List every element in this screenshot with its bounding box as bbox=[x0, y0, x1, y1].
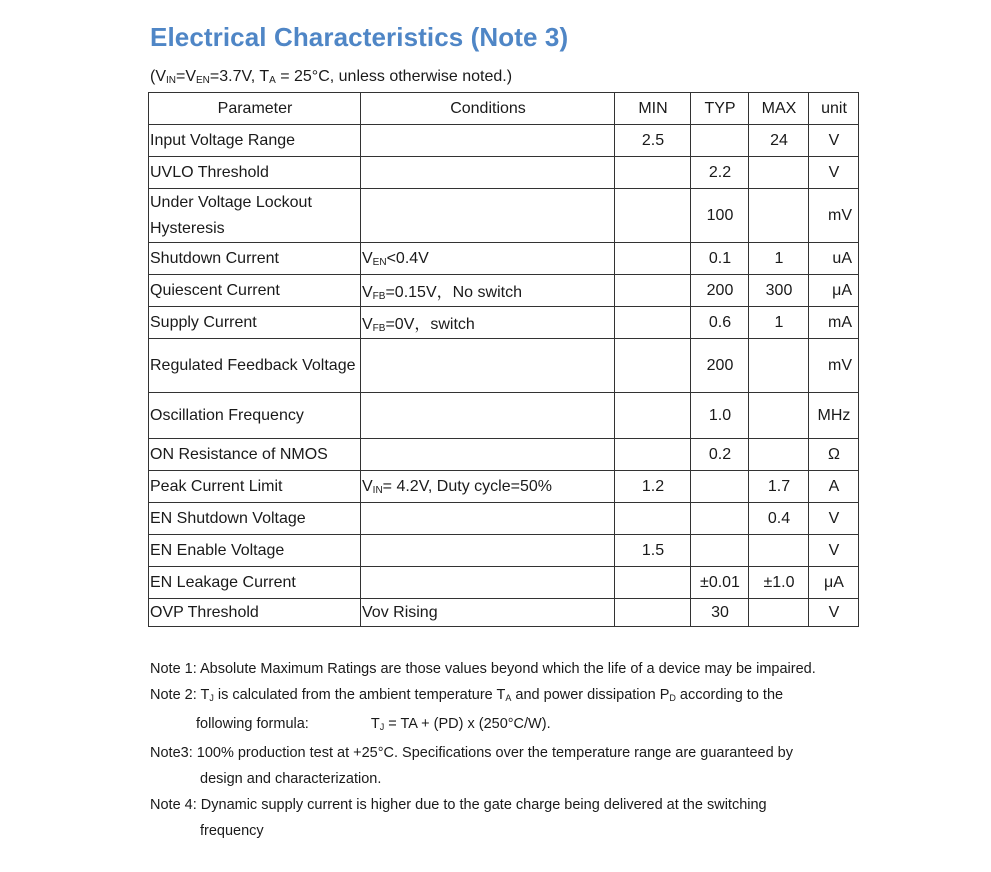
cell-min: 2.5 bbox=[615, 125, 691, 157]
header-max: MAX bbox=[749, 93, 809, 125]
cell-max bbox=[749, 599, 809, 627]
cell-conditions: $V_{FB}=0V$，switch bbox=[361, 307, 615, 339]
table-row bbox=[149, 567, 859, 599]
cell-parameter: Shutdown Current bbox=[149, 243, 361, 275]
table-row bbox=[149, 439, 859, 471]
table-row bbox=[149, 503, 859, 535]
cell-unit: V bbox=[809, 535, 859, 567]
cell-parameter: ON Resistance of NMOS bbox=[149, 439, 361, 471]
cell-max bbox=[749, 439, 809, 471]
cell-conditions bbox=[361, 125, 615, 157]
cell-min bbox=[615, 189, 691, 243]
cell-parameter: Under Voltage Lockout Hysteresis bbox=[149, 189, 361, 243]
cell-parameter: Input Voltage Range bbox=[149, 125, 361, 157]
cell-unit: V bbox=[809, 503, 859, 535]
note-4-continued: frequency bbox=[200, 823, 264, 839]
note-3-continued: design and characterization. bbox=[200, 771, 382, 787]
cell-unit: V bbox=[809, 157, 859, 189]
cell-parameter: Supply Current bbox=[149, 307, 361, 339]
cell-min bbox=[615, 243, 691, 275]
header-parameter: Parameter bbox=[149, 93, 361, 125]
cell-min bbox=[615, 275, 691, 307]
cell-parameter: Quiescent Current bbox=[149, 275, 361, 307]
note-4: Note 4: Dynamic supply current is higher due to the gate charge being delivered at the switching bbox=[150, 797, 767, 813]
table-row bbox=[149, 307, 859, 339]
table-row bbox=[149, 599, 859, 627]
cell-typ: 0.2 bbox=[691, 439, 749, 471]
cell-typ: 0.1 bbox=[691, 243, 749, 275]
header-min: MIN bbox=[615, 93, 691, 125]
note-3: Note3: 100% production test at +25°C. Specifications over the temperature range are guaranteed by bbox=[150, 745, 793, 761]
cell-conditions: $V_{FB}=0.15V$，No switch bbox=[361, 275, 615, 307]
header-conditions: Conditions bbox=[361, 93, 615, 125]
cell-typ: 0.6 bbox=[691, 307, 749, 339]
note-1: Note 1: Absolute Maximum Ratings are those values beyond which the life of a device may be impaired. bbox=[150, 661, 816, 677]
cell-unit: V bbox=[809, 125, 859, 157]
cell-unit: A bbox=[809, 471, 859, 503]
table-row bbox=[149, 535, 859, 567]
electrical-characteristics-table bbox=[148, 92, 859, 627]
header-unit: unit bbox=[809, 93, 859, 125]
cell-typ bbox=[691, 503, 749, 535]
cell-max: 1 bbox=[749, 243, 809, 275]
cell-conditions bbox=[361, 567, 615, 599]
table-row bbox=[149, 157, 859, 189]
cell-typ: 200 bbox=[691, 339, 749, 393]
cell-parameter: EN Shutdown Voltage bbox=[149, 503, 361, 535]
cell-typ: 2.2 bbox=[691, 157, 749, 189]
table-row bbox=[149, 125, 859, 157]
cell-min bbox=[615, 503, 691, 535]
cell-min bbox=[615, 439, 691, 471]
cell-max bbox=[749, 339, 809, 393]
cell-max: 1 bbox=[749, 307, 809, 339]
table-row bbox=[149, 275, 859, 307]
cell-conditions bbox=[361, 503, 615, 535]
cell-conditions: Vov Rising bbox=[361, 599, 615, 627]
cell-typ bbox=[691, 125, 749, 157]
cell-unit: mA bbox=[809, 307, 859, 339]
table-row bbox=[149, 393, 859, 439]
cell-min: 1.2 bbox=[615, 471, 691, 503]
cell-conditions bbox=[361, 157, 615, 189]
cell-typ: 200 bbox=[691, 275, 749, 307]
cell-conditions bbox=[361, 189, 615, 243]
cell-typ bbox=[691, 471, 749, 503]
cell-parameter: EN Enable Voltage bbox=[149, 535, 361, 567]
note-2-formula-line: following formula: $T_J$ = TA + (PD) x (250°C/W). bbox=[150, 711, 816, 740]
cell-max: 300 bbox=[749, 275, 809, 307]
cell-parameter: Oscillation Frequency bbox=[149, 393, 361, 439]
cell-unit: mV bbox=[809, 189, 859, 243]
cell-conditions bbox=[361, 339, 615, 393]
cell-conditions bbox=[361, 393, 615, 439]
notes-section bbox=[150, 656, 816, 844]
cell-unit: μA bbox=[809, 275, 859, 307]
cell-parameter: EN Leakage Current bbox=[149, 567, 361, 599]
cell-min bbox=[615, 339, 691, 393]
test-conditions: ($V_{IN}=V_{EN}=3.7V$, $T_A = 25^\circ C$, unless otherwise noted.) bbox=[150, 68, 513, 86]
cell-typ: 1.0 bbox=[691, 393, 749, 439]
cell-typ: 30 bbox=[691, 599, 749, 627]
cell-max bbox=[749, 189, 809, 243]
table-row bbox=[149, 339, 859, 393]
cell-typ: ±0.01 bbox=[691, 567, 749, 599]
cell-unit: uA bbox=[809, 243, 859, 275]
cell-typ bbox=[691, 535, 749, 567]
cell-max: 24 bbox=[749, 125, 809, 157]
cell-min bbox=[615, 307, 691, 339]
cell-min bbox=[615, 393, 691, 439]
cell-unit: Ω bbox=[809, 439, 859, 471]
cell-conditions bbox=[361, 535, 615, 567]
cell-conditions: $V_{EN}<0.4V$ bbox=[361, 243, 615, 275]
cell-unit: MHz bbox=[809, 393, 859, 439]
cell-parameter: Regulated Feedback Voltage bbox=[149, 339, 361, 393]
cell-min bbox=[615, 157, 691, 189]
cell-max bbox=[749, 157, 809, 189]
cell-parameter: Peak Current Limit bbox=[149, 471, 361, 503]
cell-min: 1.5 bbox=[615, 535, 691, 567]
page-title: Electrical Characteristics (Note 3) bbox=[150, 22, 569, 52]
cell-conditions bbox=[361, 439, 615, 471]
table-row bbox=[149, 243, 859, 275]
table-row bbox=[149, 471, 859, 503]
cell-parameter: UVLO Threshold bbox=[149, 157, 361, 189]
cell-max: ±1.0 bbox=[749, 567, 809, 599]
cell-unit: V bbox=[809, 599, 859, 627]
cell-min bbox=[615, 567, 691, 599]
cell-max: 0.4 bbox=[749, 503, 809, 535]
cell-max bbox=[749, 535, 809, 567]
cell-max: 1.7 bbox=[749, 471, 809, 503]
cell-parameter: OVP Threshold bbox=[149, 599, 361, 627]
header-typ: TYP bbox=[691, 93, 749, 125]
table-row bbox=[149, 189, 859, 243]
cell-unit: μA bbox=[809, 567, 859, 599]
cell-conditions: $V_{IN}= 4.2V$, Duty cycle=50% bbox=[361, 471, 615, 503]
note-2: Note 2: $T_J$ is calculated from the ambient temperature $T_A$ and power dissipation $P_D$ according to the bbox=[150, 687, 784, 703]
formula: $T_J$ = TA + (PD) x (250°C/W). bbox=[370, 716, 551, 732]
cell-max bbox=[749, 393, 809, 439]
cell-min bbox=[615, 599, 691, 627]
cell-unit: mV bbox=[809, 339, 859, 393]
table-header-row bbox=[149, 93, 859, 125]
cell-typ: 100 bbox=[691, 189, 749, 243]
